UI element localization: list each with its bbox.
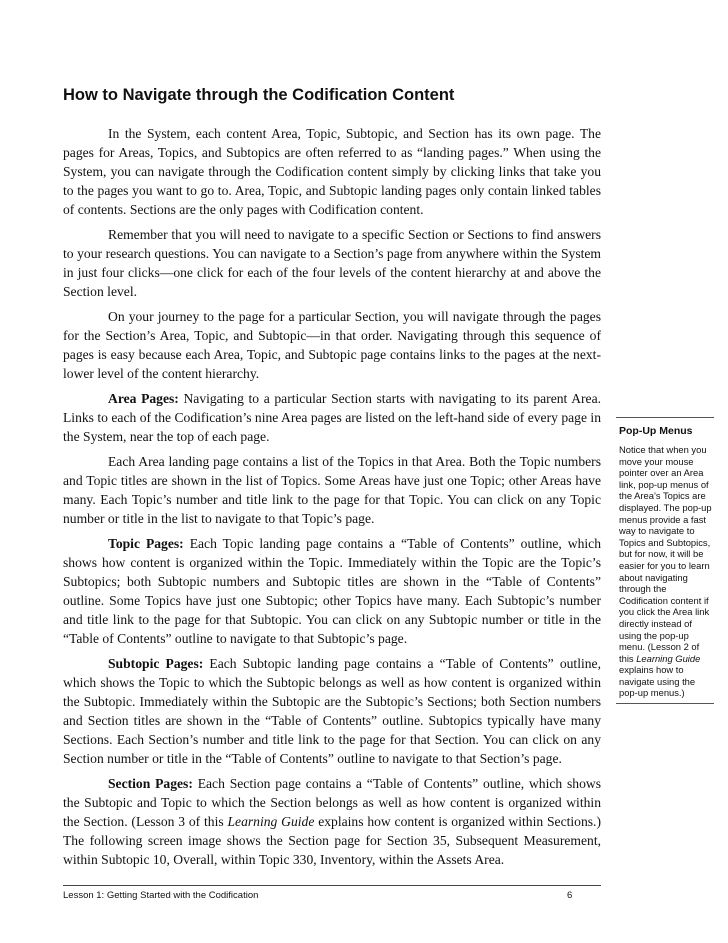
learning-guide-title: Learning Guide — [227, 814, 315, 829]
sidebar-title: Pop-Up Menus — [619, 425, 693, 437]
topic-pages-label: Topic Pages: — [108, 536, 184, 551]
subtopic-pages-label: Subtopic Pages: — [108, 656, 204, 671]
paragraph-journey: On your journey to the page for a particular Section, you will navigate through the pages for the Section’s Area, Topic, and Subtopic—in that order. Navigating through this sequence of pages is easy because each Area, Topic, and Subtopic page contains links to the pages at the next-lower level of the content hierarchy. — [63, 309, 601, 381]
footer-lesson-title: Lesson 1: Getting Started with the Codification — [63, 890, 259, 901]
paragraph-subtopic-pages: Subtopic Pages: Each Subtopic landing page contains a “Table of Contents” outline, which shows the Topic to which the Subtopic belongs as well as how content is organized within the Subtopic. Immediately within the Subtopic are the Subtopic’s Sections; both Section numbers and Section titles are shown in the “Table of Contents” outline. Subtopics typically have many Sections. Each Section’s number and title link to the page for that Section. You can click on any Section number or title in the “Table of Contents” outline to navigate to that Section’s page. — [63, 656, 601, 766]
paragraph-section-pages: Section Pages: Each Section page contains a “Table of Contents” outline, which shows the Subtopic and Topic to which the Section belongs as well as how content is organized within the Section. (Lesson 3 of this Learning Guide explains how content is organized within Sections.) The following screen image shows the Section page for Section 35, Subsequent Measurement, within Subtopic 10, Overall, within Topic 330, Inventory, within the Assets Area. — [63, 776, 602, 867]
page-title: How to Navigate through the Codification Content — [63, 86, 455, 104]
sidebar-note — [616, 417, 714, 704]
sidebar-text: Notice that when you move your mouse pointer over an Area link, pop-up menus of the Area’s Topics are displayed. The pop-up menus provide a fast way to navigate to Topics and Subtopics, but for now, it will be easier for you to learn about navigating through the Codification content if you click the Area link directly instead of using the pop-up menu. (Lesson 2 of this Learning Guide explains how to navigate using the pop-up menus.) — [619, 444, 712, 699]
page-footer — [63, 885, 601, 901]
body-text — [63, 124, 601, 875]
paragraph-remember: Remember that you will need to navigate to a specific Section or Sections to find answers to your research questions. You can navigate to a Section’s page from anywhere within the System in just four clicks—one click for each of the four levels of the content hierarchy at and above the Section level. — [63, 227, 601, 299]
area-pages-label: Area Pages: — [108, 391, 179, 406]
paragraph-area-landing: Each Area landing page contains a list of the Topics in that Area. Both the Topic numbers and Topic titles are shown in the list of Topics. Some Areas have just one Topic; other Areas have many. Each Topic’s number and title link to the page for that Topic. You can click on any Topic number or title in the list to navigate to that Topic’s page. — [63, 454, 601, 526]
paragraph-topic-pages: Topic Pages: Each Topic landing page contains a “Table of Contents” outline, which shows how content is organized within the Topic. Immediately within the Topic are the Topic’s Subtopics; both Subtopic numbers and Subtopic titles are shown in the “Table of Contents” outline. Some Topics have just one Subtopic; other Topics have many. Each Subtopic’s number and title link to the page for that Subtopic. You can click on any Subtopic number or title in the “Table of Contents” outline to navigate to that Subtopic’s page. — [63, 536, 601, 646]
sidebar-learning-guide: Learning Guide — [636, 652, 701, 664]
footer-page-number: 6 — [567, 890, 573, 901]
paragraph-intro: In the System, each content Area, Topic, Subtopic, and Section has its own page. The pages for Areas, Topics, and Subtopics are often referred to as “landing pages.” When using the System, you can navigate through the Codification content simply by clicking links that take you to the pages you want to go to. Area, Topic, and Subtopic landing pages only contain linked tables of contents. Sections are the only pages with Codification content. — [63, 126, 601, 217]
section-pages-label: Section Pages: — [108, 776, 193, 791]
paragraph-area-pages: Area Pages: Navigating to a particular Section starts with navigating to its parent Area. Links to each of the Codification’s nine Area pages are listed on the left-hand side of every page in the System, near the top of each page. — [63, 391, 601, 444]
